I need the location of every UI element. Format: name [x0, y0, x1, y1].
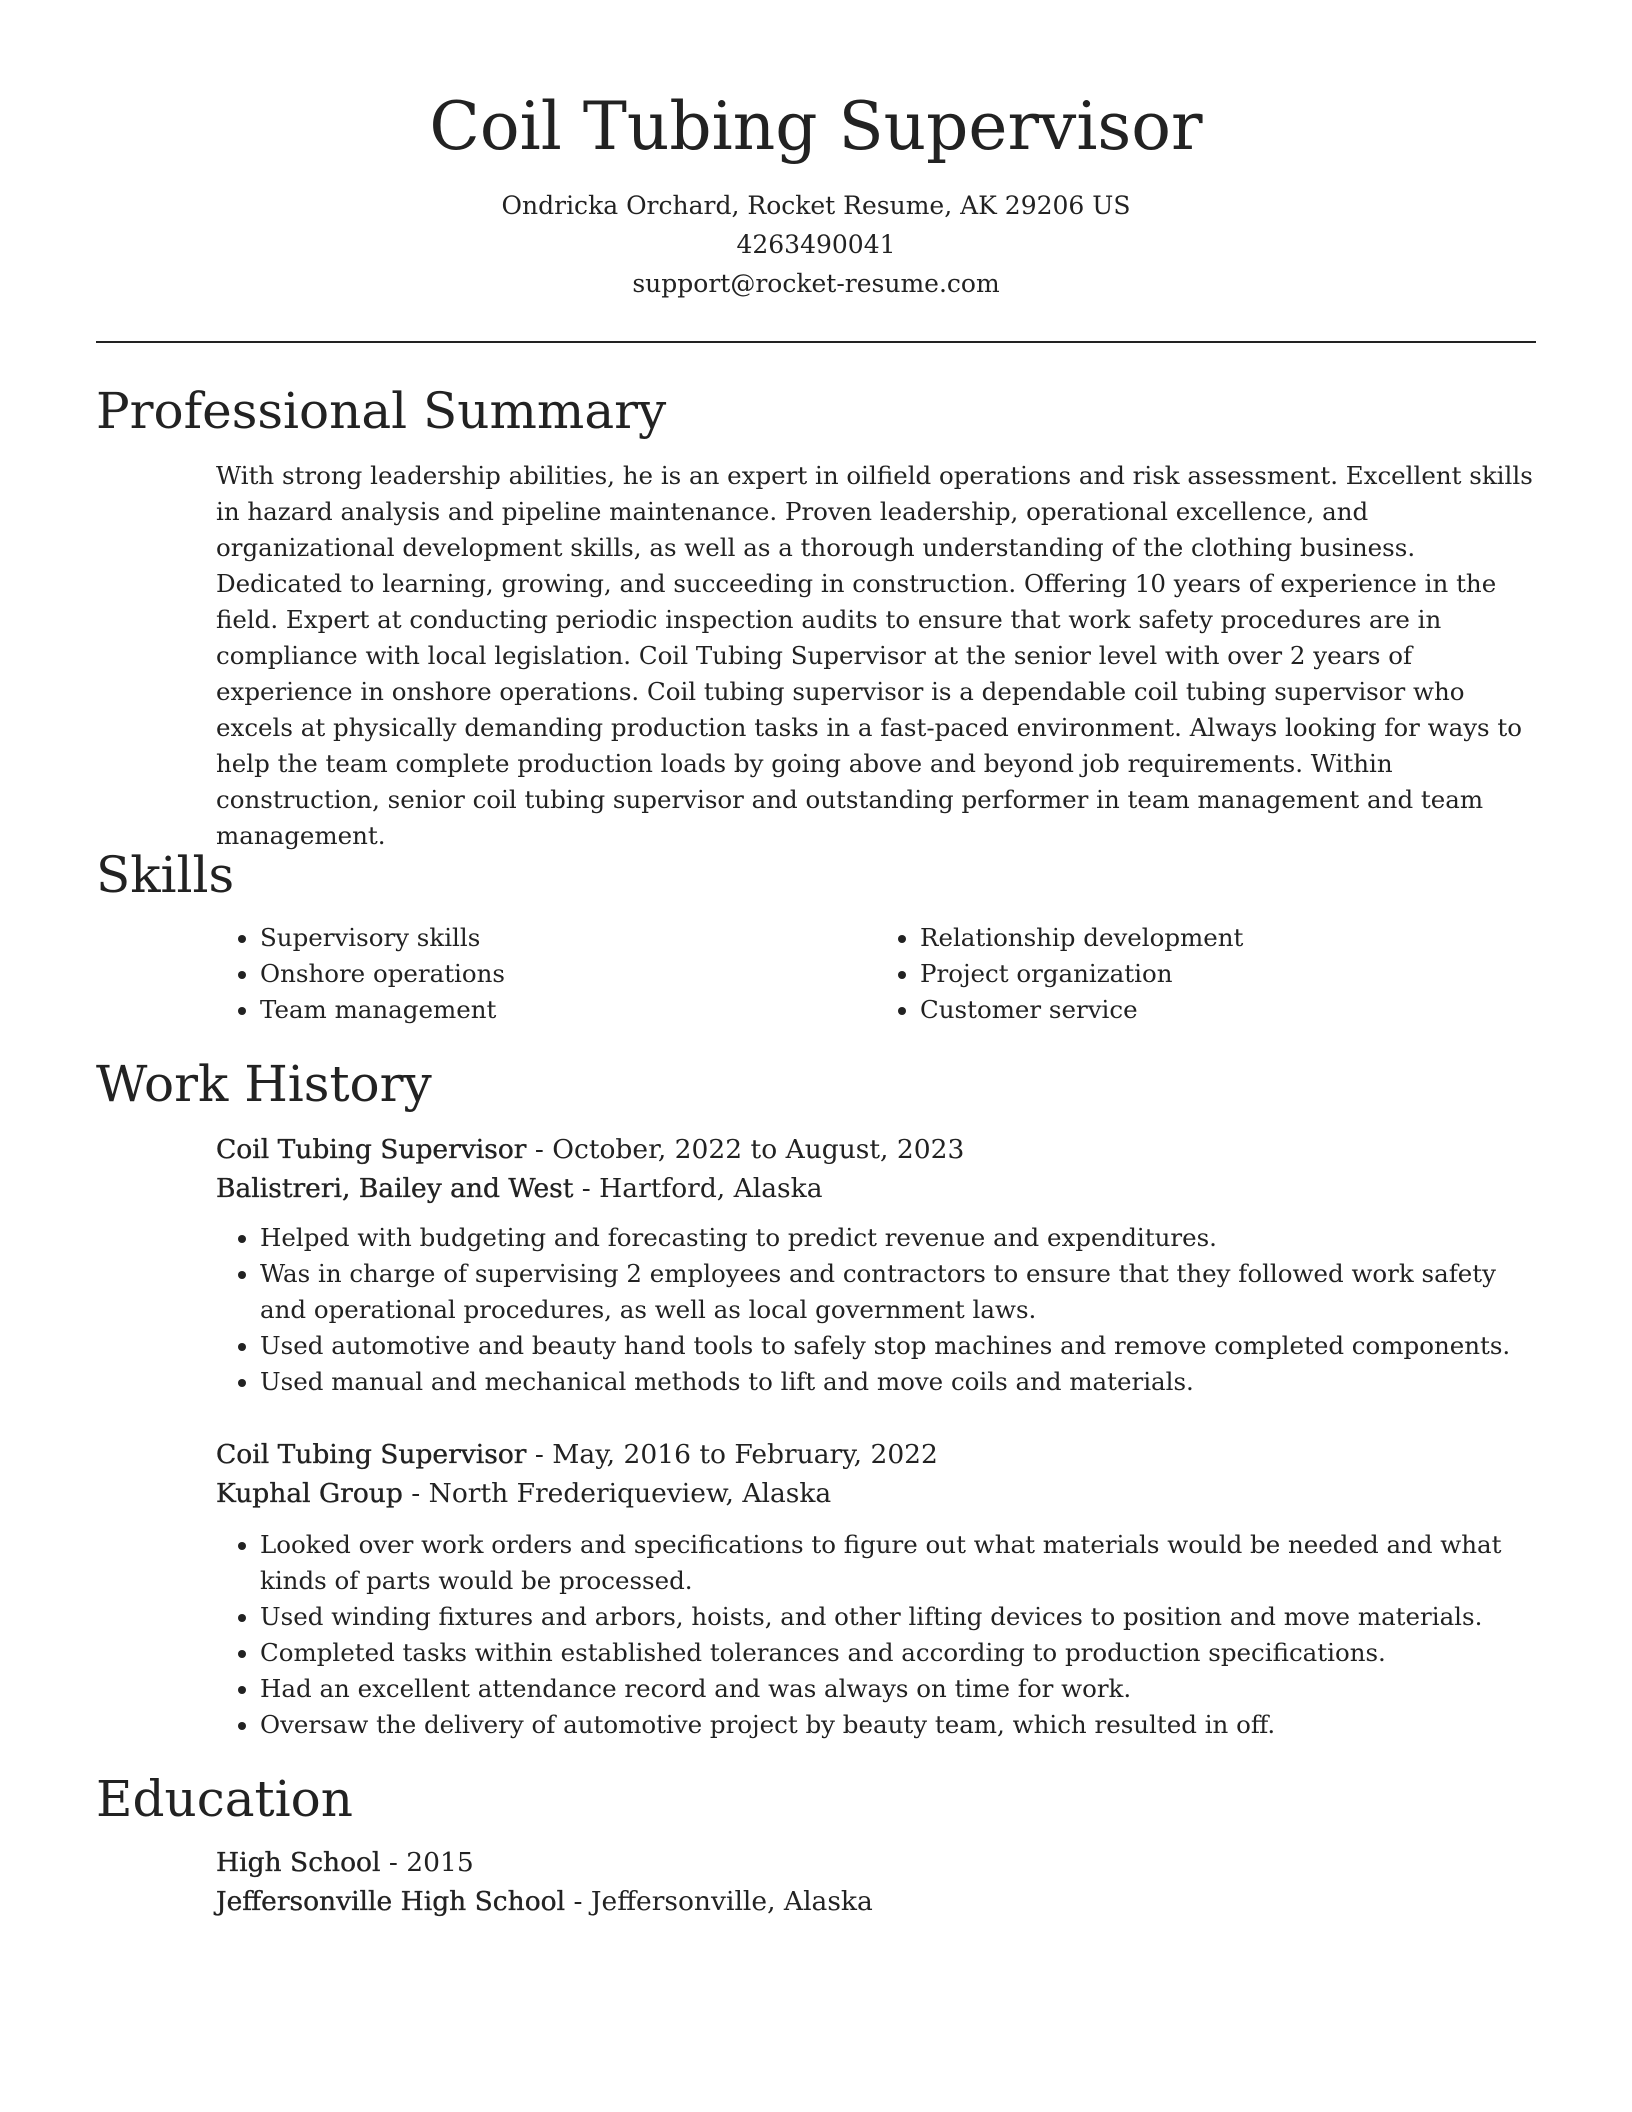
resume-header: [0, 0, 1632, 303]
education-location: - Jeffersonville, Alaska: [565, 1886, 873, 1917]
job-company-line: [216, 1474, 1536, 1513]
education-school: Jeffersonville High School: [216, 1886, 566, 1917]
education-entry: [216, 1843, 1536, 1921]
header-divider: [96, 341, 1536, 343]
summary-section: [216, 458, 1536, 854]
job-company-line: [216, 1169, 1536, 1208]
education-school-line: [216, 1882, 1536, 1921]
job-company: Balistreri, Bailey and West: [216, 1173, 574, 1204]
job-bullet: • Used winding fixtures and arbors, hoists, and other lifting devices to position and move materials.: [260, 1599, 1536, 1635]
job-dates: - October, 2022 to August, 2023: [526, 1134, 965, 1165]
summary-heading: Professional Summary: [96, 382, 667, 440]
job-role: Coil Tubing Supervisor: [216, 1134, 527, 1165]
education-degree: High School: [216, 1847, 381, 1878]
job-role: Coil Tubing Supervisor: [216, 1439, 527, 1470]
education-degree-line: [216, 1843, 1536, 1882]
contact-address: Ondricka Orchard, Rocket Resume, AK 29206 US: [501, 191, 1131, 220]
job-bullet: • Used manual and mechanical methods to lift and move coils and materials.: [260, 1364, 1536, 1400]
job-bullet: • Looked over work orders and specifications to figure out what materials would be needed and what kinds of parts would be processed.: [260, 1527, 1536, 1599]
job-bullet: • Completed tasks within established tolerances and according to production specifications.: [260, 1635, 1536, 1671]
summary-text: With strong leadership abilities, he is an expert in oilfield operations and risk assessment. Excellent skills in hazard analysis and pipeline maintenance. Proven leadership, operational excellence, and organizational development skills, as well as a thorough understanding of the clothing business. Dedicated to learning, growing, and succeeding in construction. Offering 10 years of experience in the field. Expert at conducting periodic inspection audits to ensure that work safety procedures are in compliance with local legislation. Coil Tubing Supervisor at the senior level with over 2 years of experience in onshore operations. Coil tubing supervisor is a dependable coil tubing supervisor who excels at physically demanding production tasks in a fast-paced environment. Always looking for ways to help the team complete production loads by going above and beyond job requirements. Within construction, senior coil tubing supervisor and outstanding performer in team management and team management.: [216, 461, 1533, 850]
job-location: - North Frederiqueview, Alaska: [402, 1478, 832, 1509]
job-bullet: • Was in charge of supervising 2 employees and contractors to ensure that they followed work safety and operational procedures, as well as local government laws.: [260, 1256, 1536, 1328]
skill-item: • Customer service: [920, 992, 1536, 1028]
contact-block: [0, 186, 1632, 303]
job-bullets: [216, 1220, 1536, 1400]
job-bullet: • Helped with budgeting and forecasting to predict revenue and expenditures.: [260, 1220, 1536, 1256]
skills-section: [216, 920, 1536, 1028]
job-title-line: [216, 1435, 1536, 1474]
job-dates: - May, 2016 to February, 2022: [526, 1439, 938, 1470]
job-bullet: • Used automotive and beauty hand tools to safely stop machines and remove completed components.: [260, 1328, 1536, 1364]
job-company: Kuphal Group: [216, 1478, 403, 1509]
job-entry: [216, 1435, 1536, 1743]
education-year: - 2015: [380, 1847, 474, 1878]
contact-phone: 4263490041: [736, 230, 896, 259]
contact-email: support@rocket-resume.com: [632, 269, 1000, 298]
skill-item: • Supervisory skills: [260, 920, 876, 956]
job-bullet: • Oversaw the delivery of automotive project by beauty team, which resulted in off.: [260, 1707, 1536, 1743]
education-heading: Education: [96, 1770, 353, 1828]
skills-list-right: [876, 920, 1536, 1028]
job-title-line: [216, 1130, 1536, 1169]
job-bullets: [216, 1527, 1536, 1743]
skills-list-left: [216, 920, 876, 1028]
skills-heading: Skills: [96, 846, 235, 904]
job-entry: [216, 1130, 1536, 1400]
skill-item: • Onshore operations: [260, 956, 876, 992]
work-history-heading: Work History: [96, 1055, 432, 1113]
skill-item: • Team management: [260, 992, 876, 1028]
job-bullet: • Had an excellent attendance record and was always on time for work.: [260, 1671, 1536, 1707]
skill-item: • Project organization: [920, 956, 1536, 992]
skill-item: • Relationship development: [920, 920, 1536, 956]
candidate-name: Coil Tubing Supervisor: [429, 88, 1203, 165]
job-location: - Hartford, Alaska: [573, 1173, 823, 1204]
